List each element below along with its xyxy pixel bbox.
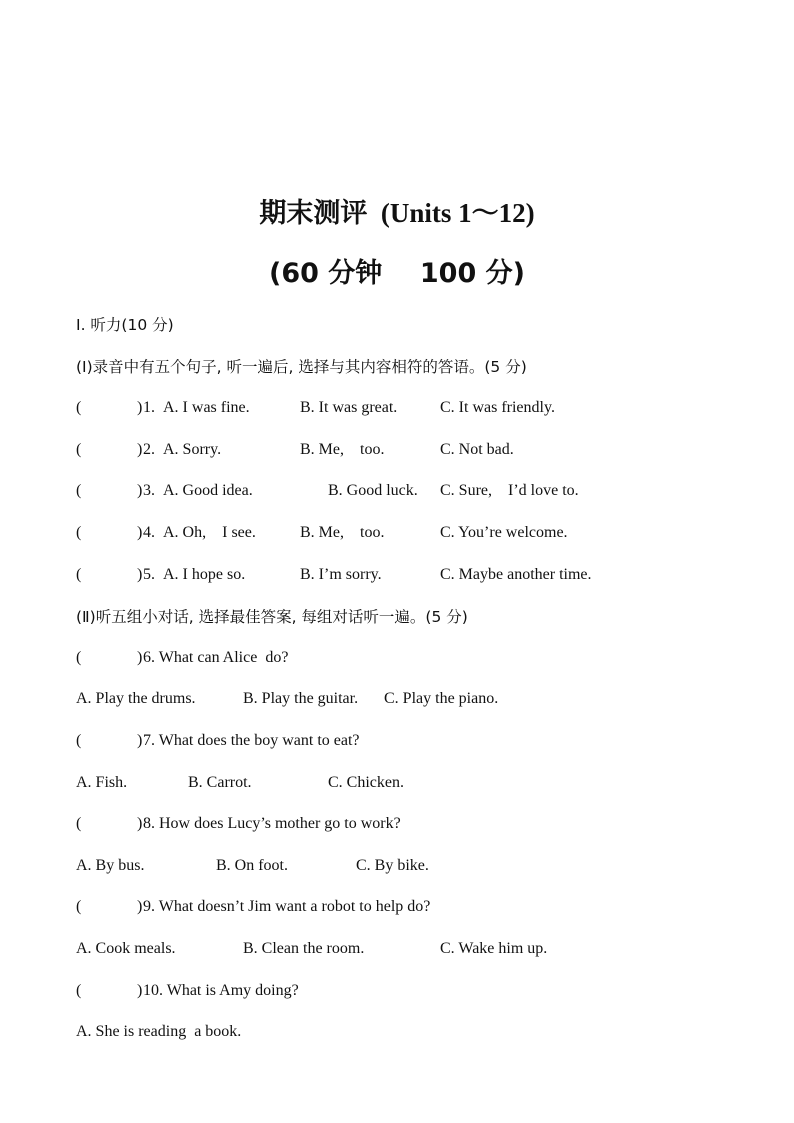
answer-blank-open: ( xyxy=(76,649,82,666)
option-a: A. Sorry. xyxy=(163,441,222,458)
question-text: 6. What can Alice do? xyxy=(143,649,289,666)
option-a: A. By bus. xyxy=(76,857,145,874)
option-a: A. Fish. xyxy=(76,774,128,791)
option-c: C. It was friendly. xyxy=(440,399,555,416)
option-c: C. Chicken. xyxy=(328,774,404,791)
question-row-10 xyxy=(76,980,776,1002)
answer-blank-close: ) xyxy=(137,524,143,541)
answer-blank-open: ( xyxy=(76,732,82,749)
option-b: B. Play the guitar. xyxy=(243,690,359,707)
option-a: A. I was fine. xyxy=(163,399,250,416)
option-b: B. Carrot. xyxy=(188,774,252,791)
exam-title-units: (Units 1～12) xyxy=(367,198,535,228)
option-c: C. Not bad. xyxy=(440,441,514,458)
answer-blank-close: ) xyxy=(137,566,143,583)
question-text: 10. What is Amy doing? xyxy=(143,982,299,999)
option-b: B. Good luck. xyxy=(328,482,418,499)
answer-blank-close: ) xyxy=(137,982,143,999)
option-a: A. Oh, I see. xyxy=(163,524,256,541)
question-row-4 xyxy=(76,522,776,544)
option-c: C. You’re welcome. xyxy=(440,524,568,541)
question-number: 3. xyxy=(143,482,155,499)
answer-blank-close: ) xyxy=(137,649,143,666)
question-number: 4. xyxy=(143,524,155,541)
question-row-9 xyxy=(76,896,776,918)
option-a: A. Good idea. xyxy=(163,482,253,499)
part1-instructions: (Ⅰ)录音中有五个句子, 听一遍后, 选择与其内容相符的答语。(5 分) xyxy=(76,358,527,376)
section-heading-listening: Ⅰ. 听力(10 分) xyxy=(76,316,174,334)
exam-title-cn: 期末测评 xyxy=(259,198,368,229)
answer-blank-close: ) xyxy=(137,441,143,458)
question-row-7 xyxy=(76,730,776,752)
option-c: C. By bike. xyxy=(356,857,429,874)
option-b: B. Me, too. xyxy=(300,524,385,541)
answer-blank-open: ( xyxy=(76,482,82,499)
option-c: C. Wake him up. xyxy=(440,940,548,957)
question-row-6 xyxy=(76,647,776,669)
options-row-10 xyxy=(76,1021,776,1043)
answer-blank-close: ) xyxy=(137,898,143,915)
answer-blank-close: ) xyxy=(137,732,143,749)
answer-blank-open: ( xyxy=(76,815,82,832)
question-row-1 xyxy=(76,397,776,419)
answer-blank-close: ) xyxy=(137,399,143,416)
option-c: C. Maybe another time. xyxy=(440,566,592,583)
answer-blank-open: ( xyxy=(76,898,82,915)
answer-blank-open: ( xyxy=(76,524,82,541)
option-b: B. Clean the room. xyxy=(243,940,365,957)
exam-time-score: (60 分钟 100 分) xyxy=(268,258,525,289)
answer-blank-open: ( xyxy=(76,982,82,999)
option-b: B. Me, too. xyxy=(300,441,385,458)
question-row-2 xyxy=(76,439,776,461)
part2-instructions: (Ⅱ)听五组小对话, 选择最佳答案, 每组对话听一遍。(5 分) xyxy=(76,608,468,626)
question-row-8 xyxy=(76,813,776,835)
options-row-8 xyxy=(76,855,776,877)
options-row-6 xyxy=(76,688,776,710)
question-number: 5. xyxy=(143,566,155,583)
option-b: B. It was great. xyxy=(300,399,398,416)
answer-blank-open: ( xyxy=(76,399,82,416)
option-c: C. Play the piano. xyxy=(384,690,499,707)
option-a: A. I hope so. xyxy=(163,566,246,583)
option-a: A. She is reading a book. xyxy=(76,1023,242,1040)
question-row-3 xyxy=(76,480,776,502)
answer-blank-open: ( xyxy=(76,566,82,583)
option-a: A. Cook meals. xyxy=(76,940,176,957)
question-text: 9. What doesn’t Jim want a robot to help do? xyxy=(143,898,431,915)
question-number: 1. xyxy=(143,399,155,416)
question-text: 7. What does the boy want to eat? xyxy=(143,732,360,749)
option-c: C. Sure, I’d love to. xyxy=(440,482,579,499)
options-row-9 xyxy=(76,938,776,960)
options-row-7 xyxy=(76,772,776,794)
answer-blank-close: ) xyxy=(137,482,143,499)
option-a: A. Play the drums. xyxy=(76,690,196,707)
answer-blank-close: ) xyxy=(137,815,143,832)
option-b: B. I’m sorry. xyxy=(300,566,382,583)
question-row-5 xyxy=(76,564,776,586)
option-b: B. On foot. xyxy=(216,857,288,874)
answer-blank-open: ( xyxy=(76,441,82,458)
question-text: 8. How does Lucy’s mother go to work? xyxy=(143,815,401,832)
question-number: 2. xyxy=(143,441,155,458)
exam-title xyxy=(0,196,794,231)
